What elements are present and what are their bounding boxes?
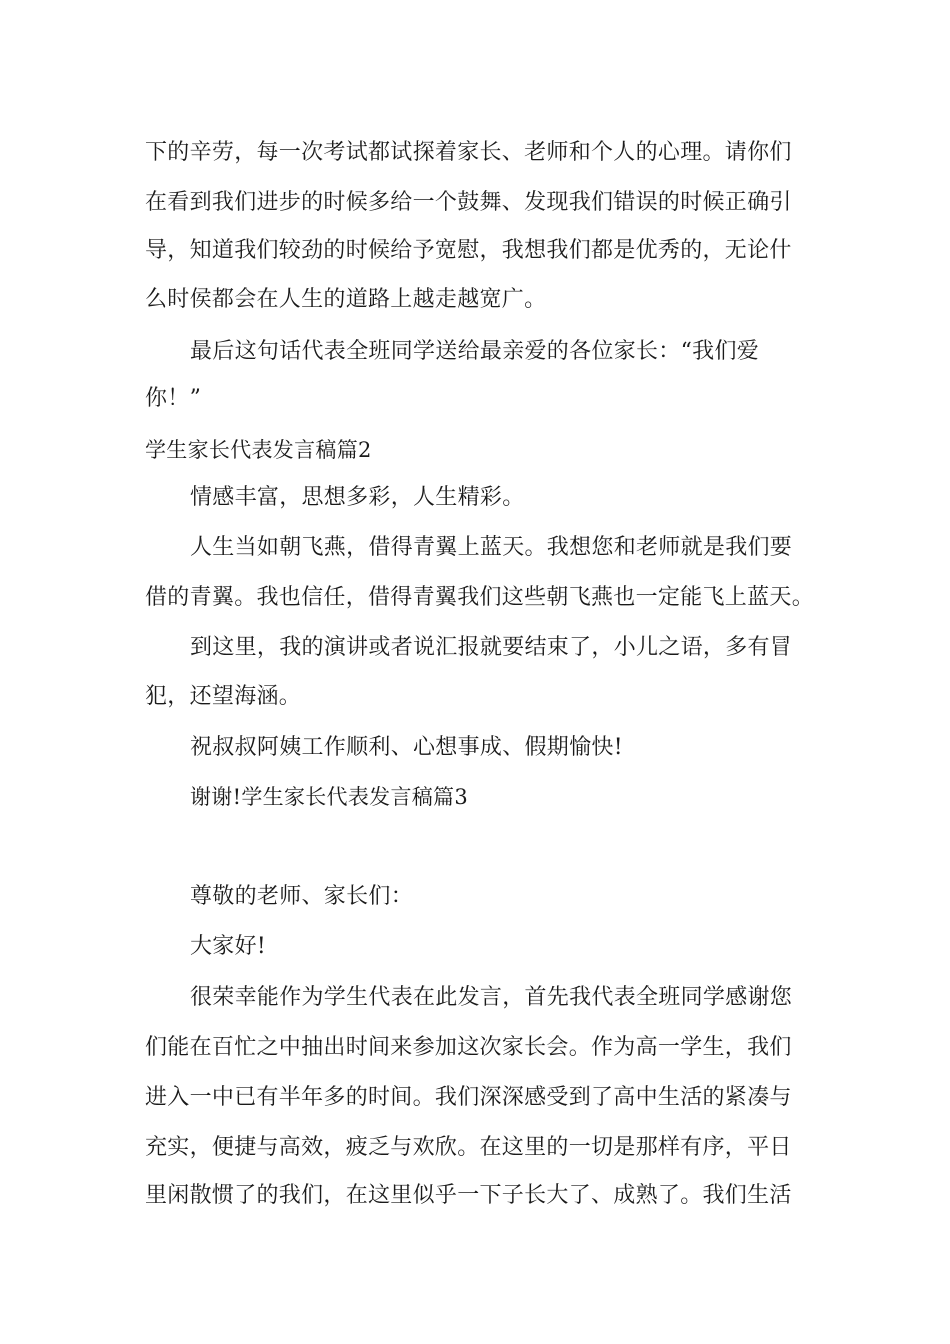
paragraph-line: 在看到我们进步的时候多给一个鼓舞、发现我们错误的时候正确引 [145, 190, 792, 215]
paragraph-line: 犯，还望海涵。 [145, 684, 302, 709]
paragraph-line: 情感丰富，思想多彩，人生精彩。 [190, 485, 525, 510]
paragraph-line: 下的辛劳，每一次考试都试探着家长、老师和个人的心理。请你们 [145, 140, 792, 165]
paragraph-line: 你！” [145, 386, 202, 411]
paragraph-line: 祝叔叔阿姨工作顺利、心想事成、假期愉快! [190, 735, 623, 760]
paragraph-line: 进入一中已有半年多的时间。我们深深感受到了高中生活的紧凑与 [145, 1085, 792, 1110]
paragraph-line: 充实，便捷与高效，疲乏与欢欣。在这里的一切是那样有序，平日 [145, 1135, 792, 1160]
paragraph-line: 导，知道我们较劲的时候给予宽慰，我想我们都是优秀的，无论什 [145, 238, 792, 263]
paragraph-line: 么时侯都会在人生的道路上越走越宽广。 [145, 287, 547, 312]
paragraph-line: 里闲散惯了的我们，在这里似乎一下子长大了、成熟了。我们生活 [145, 1183, 792, 1208]
section-heading: 谢谢!学生家长代表发言稿篇3 [190, 785, 468, 809]
paragraph-line: 借的青翼。我也信任，借得青翼我们这些朝飞燕也一定能飞上蓝天。 [145, 585, 815, 610]
section-heading: 学生家长代表发言稿篇2 [145, 438, 372, 462]
salutation-line: 尊敬的老师、家长们： [190, 884, 414, 909]
paragraph-line: 很荣幸能作为学生代表在此发言，首先我代表全班同学感谢您 [190, 985, 793, 1010]
greeting-line: 大家好! [190, 934, 267, 959]
paragraph-line: 到这里，我的演讲或者说汇报就要结束了，小儿之语，多有冒 [190, 635, 793, 660]
paragraph-line: 们能在百忙之中抽出时间来参加这次家长会。作为高一学生，我们 [145, 1035, 792, 1060]
paragraph-line: 人生当如朝飞燕，借得青翼上蓝天。我想您和老师就是我们要 [190, 535, 793, 560]
paragraph-line: 最后这句话代表全班同学送给最亲爱的各位家长：“我们爱 [190, 339, 760, 364]
